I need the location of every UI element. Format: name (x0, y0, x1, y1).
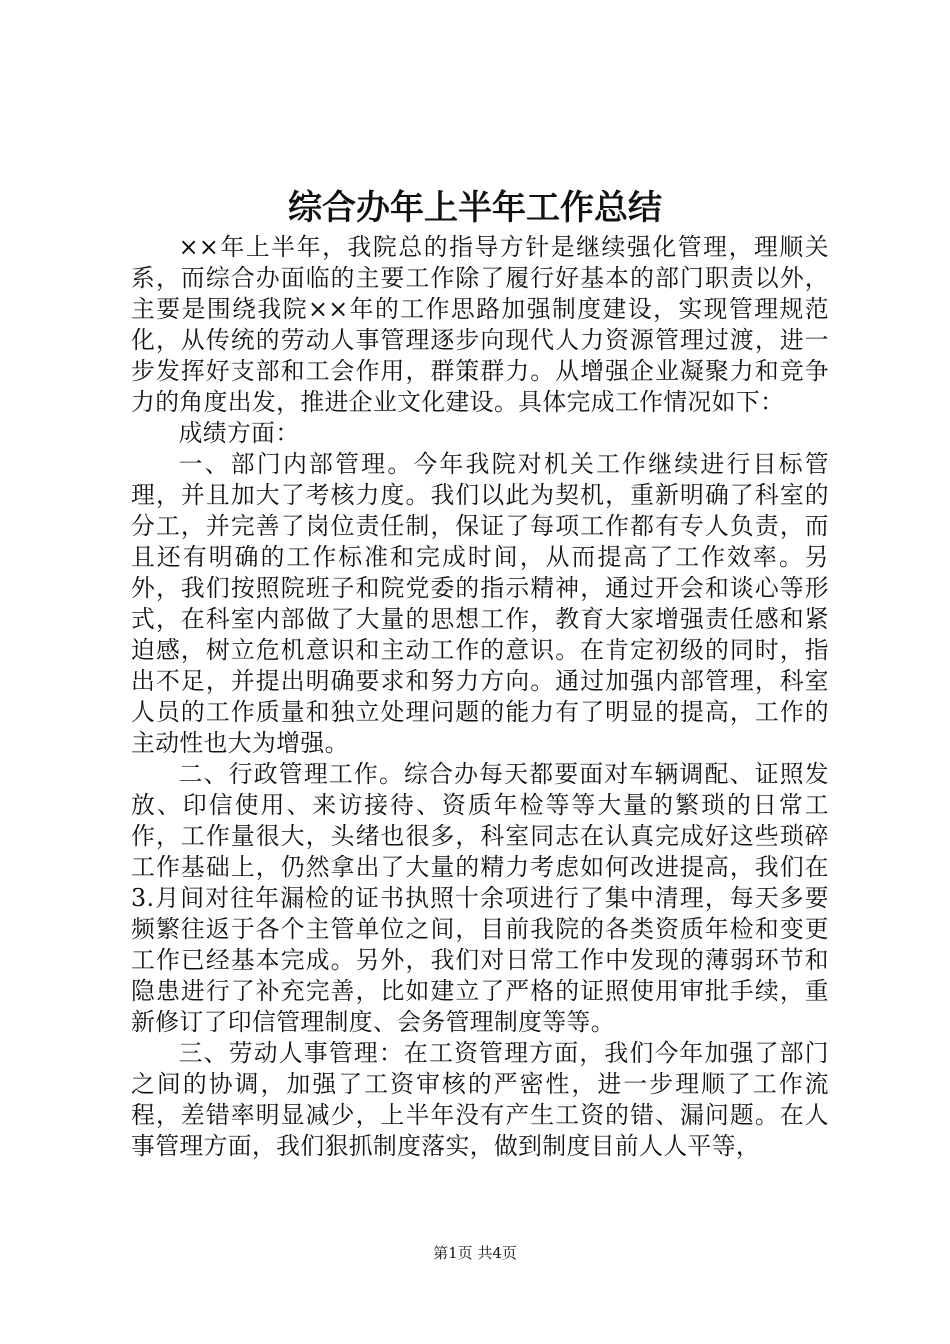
paragraph-achievements-heading: 成绩方面： (178, 419, 300, 447)
paragraph-personnel-management: 三、劳动人事管理：在工资管理方面，我们今年加强了部门之间的协调，加强了工资审核的严密性，进一步理顺了工作流程，差错率明显减少，上半年没有产生工资的错、漏问题。在人事管理方面，我们狠抓制度落实，做到制度目前人人平等， (131, 1039, 829, 1160)
page-number-footer: 第1页 共4页 (433, 1244, 517, 1262)
document-title: 综合办年上半年工作总结 (288, 188, 662, 228)
paragraph-administrative-work: 二、行政管理工作。综合办每天都要面对车辆调配、证照发放、印信使用、来访接待、资质年检等等大量的繁琐的日常工作，工作量很大，头绪也很多，科室同志在认真完成好这些琐碎工作基础上，仍然拿出了大量的精力考虑如何改进提高，我们在 3.月间对往年漏检的证书执照十余项进行了集中清理，每天多要频繁往返于各个主管单位之间，目前我院的各类资质年检和变更工作已经基本完成。另外，我们对日常工作中发现的薄弱环节和隐患进行了补充完善，比如建立了严格的证照使用审批手续，重新修订了印信管理制度、会务管理制度等等。 (131, 760, 829, 1036)
paragraph-intro: ××年上半年，我院总的指导方针是继续强化管理，理顺关系，而综合办面临的主要工作除了履行好基本的部门职责以外，主要是围绕我院××年的工作思路加强制度建设，实现管理规范化，从传统的劳动人事管理逐步向现代人力资源管理过渡，进一步发挥好支部和工会作用，群策群力。从增强企业凝聚力和竞争力的角度出发，推进企业文化建设。具体完成工作情况如下： (131, 233, 829, 416)
paragraph-internal-management: 一、部门内部管理。今年我院对机关工作继续进行目标管理，并且加大了考核力度。我们以此为契机，重新明确了科室的分工，并完善了岗位责任制，保证了每项工作都有专人负责，而且还有明确的工作标准和完成时间，从而提高了工作效率。另外，我们按照院班子和院党委的指示精神，通过开会和谈心等形式，在科室内部做了大量的思想工作，教育大家增强责任感和紧迫感，树立危机意识和主动工作的意识。在肯定初级的同时，指出不足，并提出明确要求和努力方向。通过加强内部管理，科室人员的工作质量和独立处理问题的能力有了明显的提高，工作的主动性也大为增强。 (131, 450, 829, 757)
document-body (131, 232, 829, 1162)
